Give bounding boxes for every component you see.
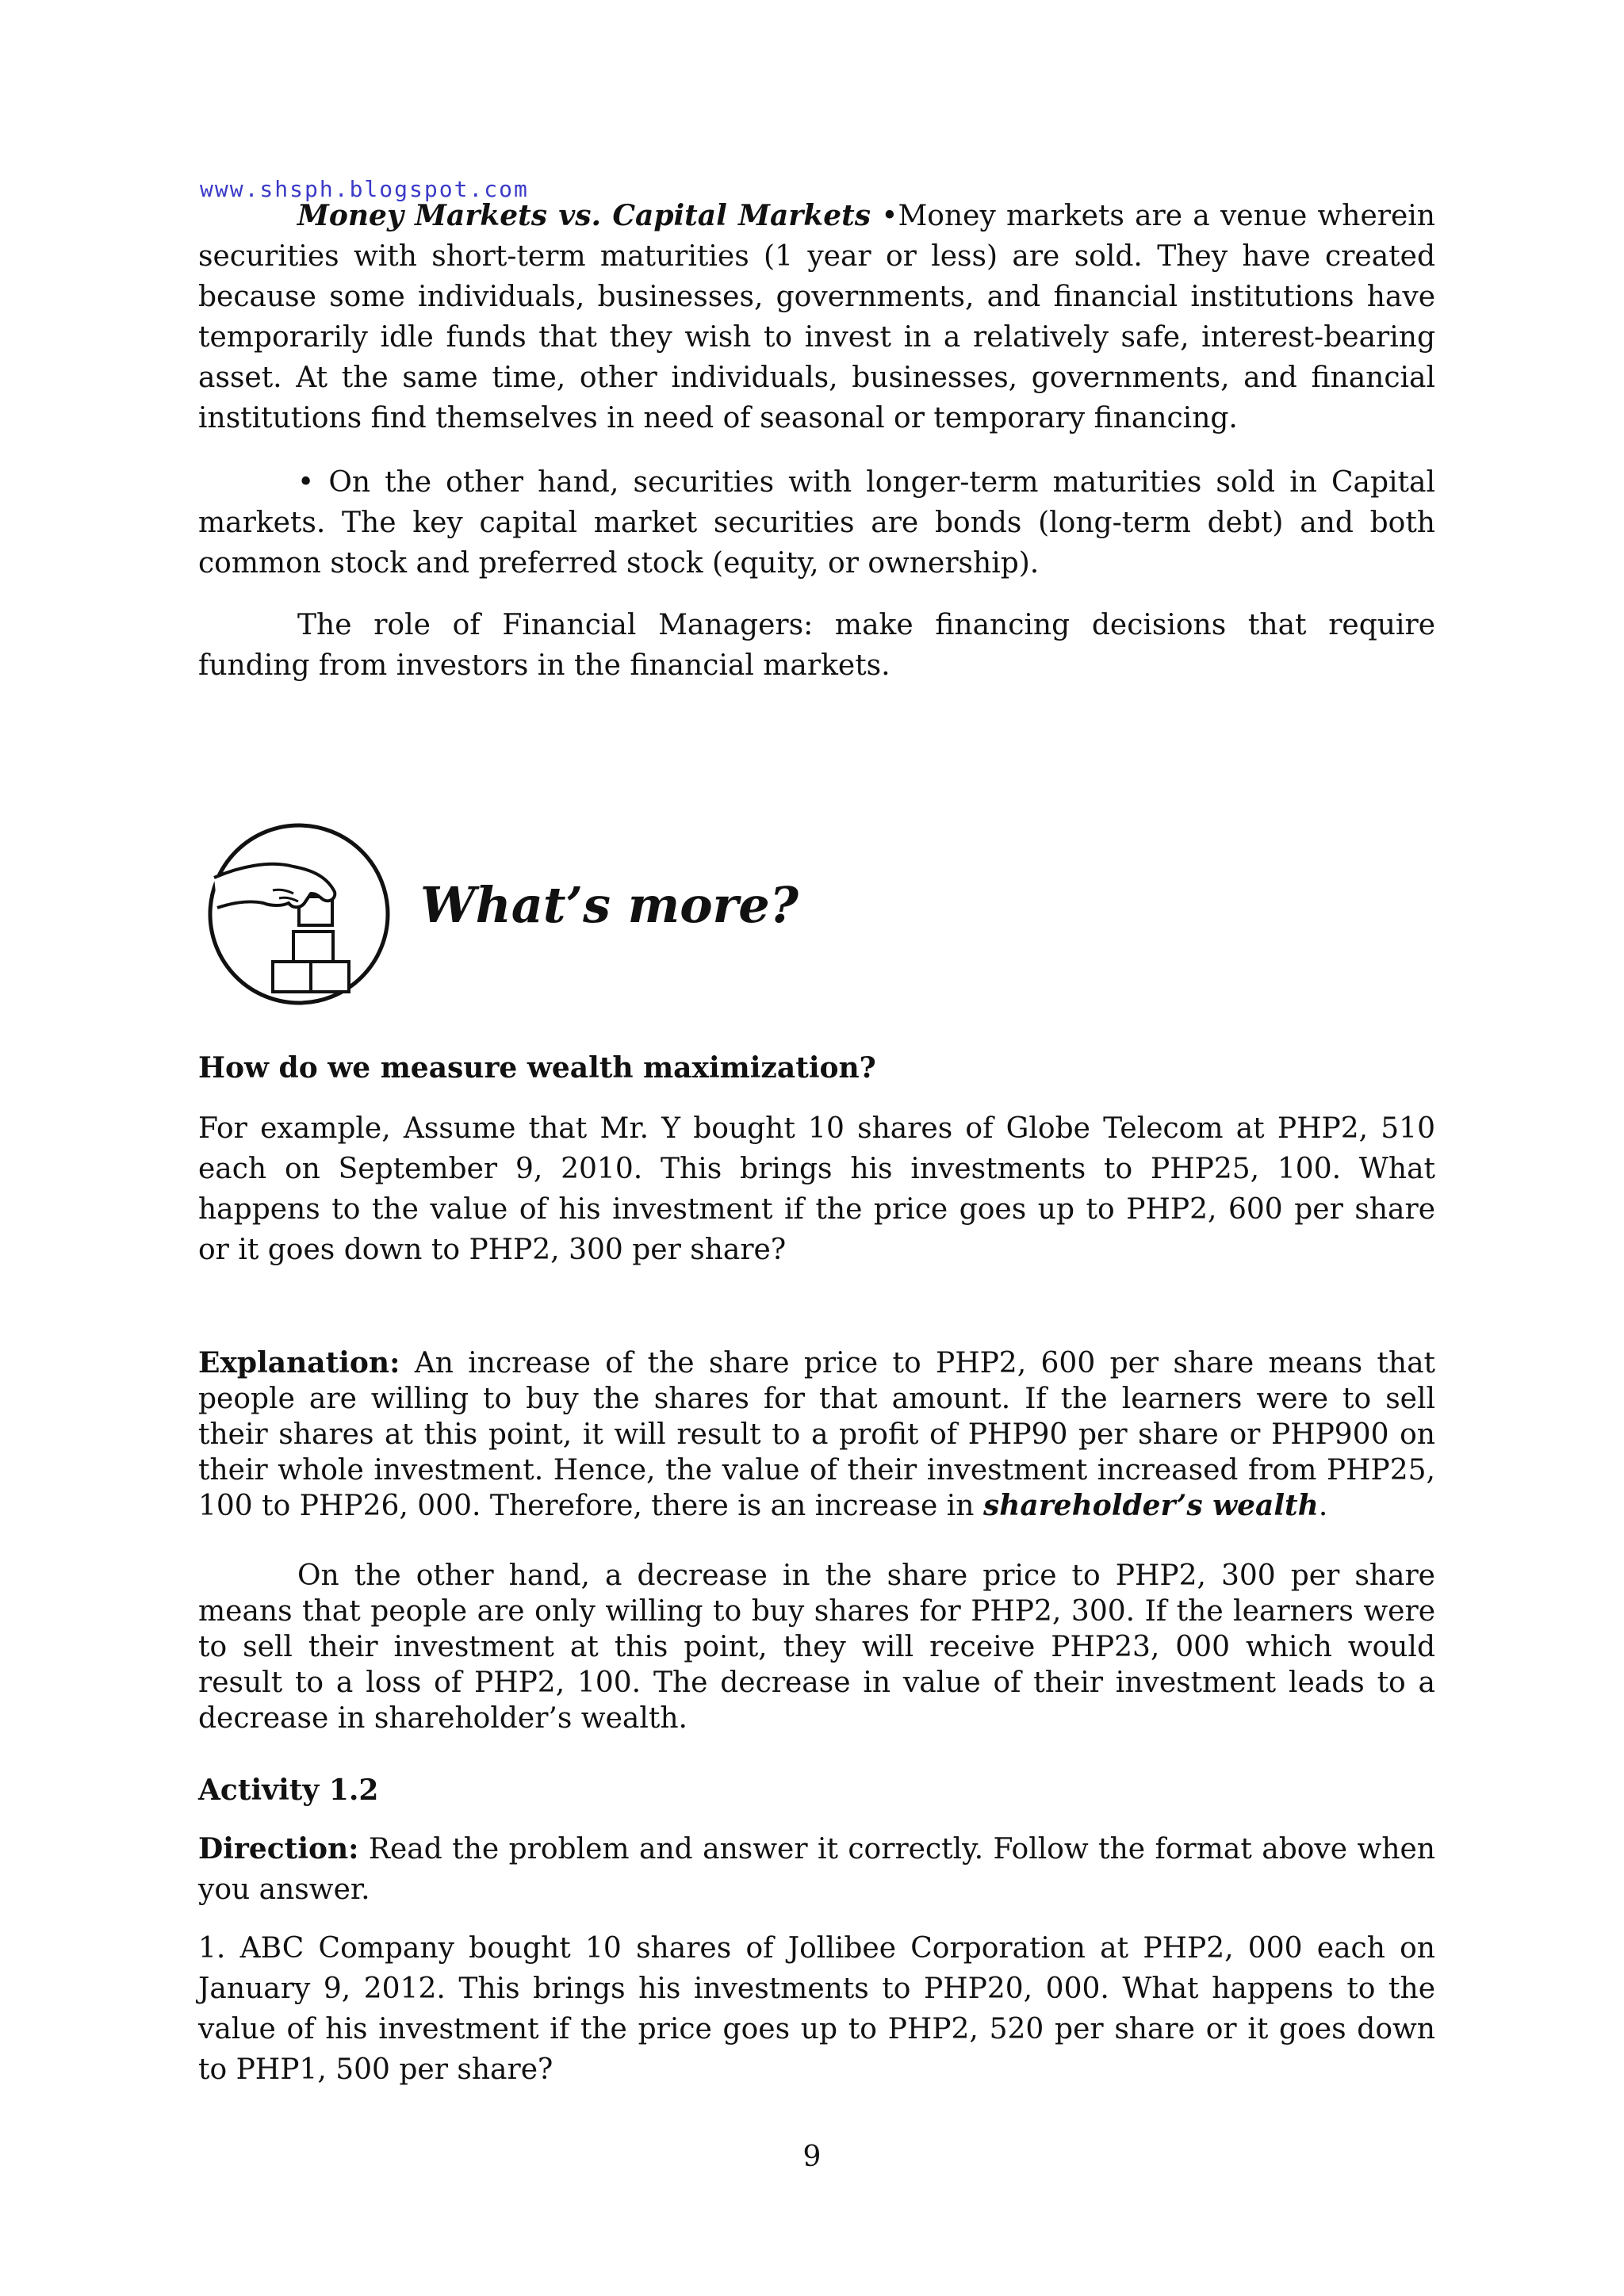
explanation-paragraph — [198, 1345, 1435, 1524]
explanation-label: Explanation: — [198, 1346, 400, 1380]
example-paragraph: For example, Assume that Mr. Y bought 10 shares of Globe Telecom at PHP2, 510 each on September 9, 2010. This brings his investments to PHP25, 100. What happens to the value of his investment if the price goes up to PHP2, 600 per share or it goes down to PHP2, 300 per share? — [198, 1112, 1435, 1266]
whats-more-heading: What’s more? — [420, 876, 799, 934]
financial-managers-paragraph: The role of Financial Managers: make financing decisions that require funding from investors in the financial markets. — [198, 609, 1435, 682]
direction-label: Direction: — [198, 1832, 359, 1866]
activity-heading: Activity 1.2 — [198, 1774, 379, 1807]
activity-problem: 1. ABC Company bought 10 shares of Jollibee Corporation at PHP2, 000 each on January 9, 2012. This brings his investments to PHP20, 000. What happens to the value of his investment if the price goes up to PHP2, 520 per share or it goes down to PHP1, 500 per share? — [198, 1932, 1435, 2086]
source-url: www.shsph.blogspot.com — [200, 176, 529, 202]
explanation-emphasis: shareholder’s wealth — [982, 1489, 1319, 1522]
explanation-text: An increase of the share price to PHP2, 600 per share means that people are willing to buy the shares for that amount. If the learners were to sell their shares at this point, it will result to a profit of PHP90 per share or PHP900 on their whole investment. Hence, the value of their investment increased from PHP25, 100 to PHP26, 000. Therefore, there is an increase in — [198, 1347, 1435, 1522]
direction-paragraph — [198, 1829, 1435, 1910]
direction-text: Read the problem and answer it correctly. Follow the format above when you answer. — [198, 1833, 1435, 1906]
page-number: 9 — [802, 2141, 822, 2173]
paragraph-text: •Money markets are a venue wherein securities with short-term maturities (1 year or less) are sold. They have created because some individuals, businesses, governments, and financial institutions have temporarily idle funds that they wish to invest in a relatively safe, interest-bearing asset. At the same time, other individuals, businesses, governments, and financial institutions find themselves in need of seasonal or temporary financing. — [198, 200, 1435, 434]
hand-stacking-blocks-icon — [200, 821, 398, 1008]
section-title: Money Markets vs. Capital Markets — [297, 199, 871, 232]
capital-markets-paragraph: • On the other hand, securities with longer-term maturities sold in Capital markets. The key capital market securities are bonds (long-term debt) and both common stock and preferred stock (equity, or ownership). — [198, 466, 1435, 580]
money-vs-capital-paragraph — [198, 196, 1435, 438]
wealth-maximization-heading: How do we measure wealth maximization? — [198, 1051, 876, 1085]
explanation-end: . — [1318, 1490, 1328, 1522]
decrease-paragraph: On the other hand, a decrease in the share price to PHP2, 300 per share means that people are only willing to buy shares for PHP2, 300. If the learners were to sell their investment at this point, they will receive PHP23, 000 which would result to a loss of PHP2, 100. The decrease in value of their investment leads to a decrease in shareholder’s wealth. — [198, 1559, 1435, 1735]
